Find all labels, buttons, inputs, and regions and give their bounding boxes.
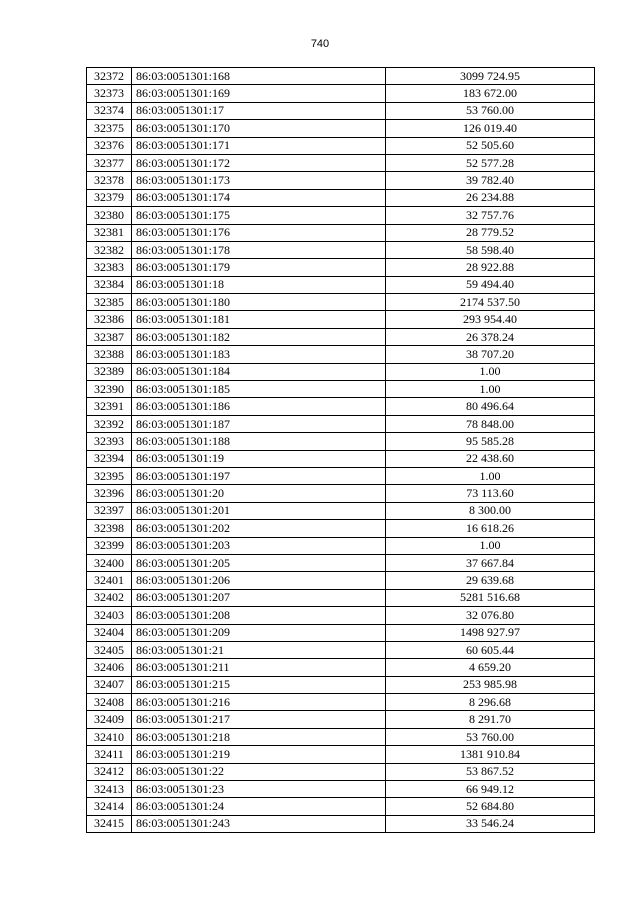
table-row [87, 68, 595, 85]
value-cell: 33 546.24 [386, 815, 595, 832]
cadastral-number-cell: 86:03:0051301:185 [132, 381, 386, 398]
cadastral-number-cell: 86:03:0051301:175 [132, 207, 386, 224]
cadastral-number-cell: 86:03:0051301:183 [132, 346, 386, 363]
cadastral-number-cell: 86:03:0051301:197 [132, 467, 386, 484]
cadastral-number-cell: 86:03:0051301:182 [132, 328, 386, 345]
table-row [87, 711, 595, 728]
cadastral-number-cell: 86:03:0051301:179 [132, 259, 386, 276]
cadastral-number-cell: 86:03:0051301:217 [132, 711, 386, 728]
value-cell: 1.00 [386, 467, 595, 484]
table-row [87, 554, 595, 571]
table-row [87, 259, 595, 276]
value-cell: 28 922.88 [386, 259, 595, 276]
cadastral-number-cell: 86:03:0051301:208 [132, 607, 386, 624]
cadastral-number-cell: 86:03:0051301:178 [132, 241, 386, 258]
table-row [87, 659, 595, 676]
cadastral-number-cell: 86:03:0051301:18 [132, 276, 386, 293]
table-row [87, 537, 595, 554]
table-row [87, 763, 595, 780]
row-number-cell: 32414 [87, 798, 132, 815]
cadastral-number-cell: 86:03:0051301:168 [132, 68, 386, 85]
cadastral-number-cell: 86:03:0051301:22 [132, 763, 386, 780]
row-number-cell: 32388 [87, 346, 132, 363]
table-row [87, 346, 595, 363]
row-number-cell: 32380 [87, 207, 132, 224]
value-cell: 126 019.40 [386, 120, 595, 137]
value-cell: 66 949.12 [386, 781, 595, 798]
row-number-cell: 32406 [87, 659, 132, 676]
table-row [87, 624, 595, 641]
value-cell: 37 667.84 [386, 554, 595, 571]
table-row [87, 276, 595, 293]
cadastral-number-cell: 86:03:0051301:17 [132, 102, 386, 119]
cadastral-number-cell: 86:03:0051301:218 [132, 728, 386, 745]
row-number-cell: 32410 [87, 728, 132, 745]
row-number-cell: 32382 [87, 241, 132, 258]
table-row [87, 781, 595, 798]
value-cell: 1.00 [386, 363, 595, 380]
value-cell: 183 672.00 [386, 85, 595, 102]
cadastral-number-cell: 86:03:0051301:211 [132, 659, 386, 676]
cadastral-number-cell: 86:03:0051301:23 [132, 781, 386, 798]
cadastral-number-cell: 86:03:0051301:174 [132, 189, 386, 206]
table-row [87, 694, 595, 711]
table-row [87, 294, 595, 311]
table-row [87, 746, 595, 763]
table-row [87, 467, 595, 484]
cadastral-number-cell: 86:03:0051301:186 [132, 398, 386, 415]
row-number-cell: 32415 [87, 815, 132, 832]
table-row [87, 520, 595, 537]
table-row [87, 502, 595, 519]
row-number-cell: 32373 [87, 85, 132, 102]
value-cell: 28 779.52 [386, 224, 595, 241]
row-number-cell: 32389 [87, 363, 132, 380]
table-row [87, 328, 595, 345]
cadastral-number-cell: 86:03:0051301:180 [132, 294, 386, 311]
row-number-cell: 32374 [87, 102, 132, 119]
table-row [87, 676, 595, 693]
value-cell: 38 707.20 [386, 346, 595, 363]
table-row [87, 137, 595, 154]
cadastral-number-cell: 86:03:0051301:170 [132, 120, 386, 137]
cadastral-number-cell: 86:03:0051301:184 [132, 363, 386, 380]
value-cell: 3099 724.95 [386, 68, 595, 85]
value-cell: 29 639.68 [386, 572, 595, 589]
value-cell: 32 076.80 [386, 607, 595, 624]
value-cell: 2174 537.50 [386, 294, 595, 311]
cadastral-number-cell: 86:03:0051301:20 [132, 485, 386, 502]
row-number-cell: 32381 [87, 224, 132, 241]
table-row [87, 363, 595, 380]
cadastral-number-cell: 86:03:0051301:19 [132, 450, 386, 467]
row-number-cell: 32378 [87, 172, 132, 189]
value-cell: 58 598.40 [386, 241, 595, 258]
value-cell: 8 300.00 [386, 502, 595, 519]
value-cell: 78 848.00 [386, 415, 595, 432]
value-cell: 26 378.24 [386, 328, 595, 345]
table-row [87, 207, 595, 224]
value-cell: 1.00 [386, 381, 595, 398]
row-number-cell: 32387 [87, 328, 132, 345]
table-row [87, 433, 595, 450]
row-number-cell: 32386 [87, 311, 132, 328]
value-cell: 26 234.88 [386, 189, 595, 206]
table-row [87, 728, 595, 745]
row-number-cell: 32408 [87, 694, 132, 711]
row-number-cell: 32407 [87, 676, 132, 693]
value-cell: 5281 516.68 [386, 589, 595, 606]
table-row [87, 102, 595, 119]
row-number-cell: 32399 [87, 537, 132, 554]
row-number-cell: 32393 [87, 433, 132, 450]
cadastral-number-cell: 86:03:0051301:209 [132, 624, 386, 641]
value-cell: 52 505.60 [386, 137, 595, 154]
row-number-cell: 32398 [87, 520, 132, 537]
cadastral-number-cell: 86:03:0051301:24 [132, 798, 386, 815]
table-row [87, 241, 595, 258]
value-cell: 53 867.52 [386, 763, 595, 780]
row-number-cell: 32403 [87, 607, 132, 624]
table-row [87, 120, 595, 137]
value-cell: 73 113.60 [386, 485, 595, 502]
cadastral-number-cell: 86:03:0051301:181 [132, 311, 386, 328]
value-cell: 60 605.44 [386, 641, 595, 658]
row-number-cell: 32391 [87, 398, 132, 415]
value-cell: 53 760.00 [386, 102, 595, 119]
value-cell: 1498 927.97 [386, 624, 595, 641]
table-row [87, 485, 595, 502]
table-row [87, 798, 595, 815]
table-row [87, 189, 595, 206]
cadastral-number-cell: 86:03:0051301:203 [132, 537, 386, 554]
row-number-cell: 32390 [87, 381, 132, 398]
row-number-cell: 32375 [87, 120, 132, 137]
cadastral-number-cell: 86:03:0051301:187 [132, 415, 386, 432]
table-row [87, 85, 595, 102]
cadastral-number-cell: 86:03:0051301:169 [132, 85, 386, 102]
value-cell: 59 494.40 [386, 276, 595, 293]
value-cell: 293 954.40 [386, 311, 595, 328]
cadastral-number-cell: 86:03:0051301:202 [132, 520, 386, 537]
row-number-cell: 32409 [87, 711, 132, 728]
value-cell: 4 659.20 [386, 659, 595, 676]
value-cell: 253 985.98 [386, 676, 595, 693]
table-row [87, 154, 595, 171]
cadastral-number-cell: 86:03:0051301:216 [132, 694, 386, 711]
value-cell: 52 684.80 [386, 798, 595, 815]
value-cell: 53 760.00 [386, 728, 595, 745]
cadastral-value-table [86, 67, 595, 833]
cadastral-number-cell: 86:03:0051301:172 [132, 154, 386, 171]
cadastral-number-cell: 86:03:0051301:219 [132, 746, 386, 763]
cadastral-number-cell: 86:03:0051301:171 [132, 137, 386, 154]
table-row [87, 398, 595, 415]
row-number-cell: 32395 [87, 467, 132, 484]
table-row [87, 607, 595, 624]
row-number-cell: 32400 [87, 554, 132, 571]
row-number-cell: 32385 [87, 294, 132, 311]
row-number-cell: 32383 [87, 259, 132, 276]
table-row [87, 589, 595, 606]
table-row [87, 415, 595, 432]
value-cell: 8 291.70 [386, 711, 595, 728]
row-number-cell: 32372 [87, 68, 132, 85]
cadastral-number-cell: 86:03:0051301:176 [132, 224, 386, 241]
cadastral-number-cell: 86:03:0051301:243 [132, 815, 386, 832]
cadastral-number-cell: 86:03:0051301:188 [132, 433, 386, 450]
table-row [87, 641, 595, 658]
table-row [87, 224, 595, 241]
cadastral-number-cell: 86:03:0051301:201 [132, 502, 386, 519]
cadastral-number-cell: 86:03:0051301:21 [132, 641, 386, 658]
row-number-cell: 32397 [87, 502, 132, 519]
row-number-cell: 32413 [87, 781, 132, 798]
row-number-cell: 32377 [87, 154, 132, 171]
table-row [87, 815, 595, 832]
value-cell: 22 438.60 [386, 450, 595, 467]
table-row [87, 572, 595, 589]
cadastral-number-cell: 86:03:0051301:207 [132, 589, 386, 606]
table-row [87, 381, 595, 398]
value-cell: 1381 910.84 [386, 746, 595, 763]
cadastral-number-cell: 86:03:0051301:205 [132, 554, 386, 571]
row-number-cell: 32392 [87, 415, 132, 432]
row-number-cell: 32396 [87, 485, 132, 502]
row-number-cell: 32411 [87, 746, 132, 763]
value-cell: 32 757.76 [386, 207, 595, 224]
row-number-cell: 32394 [87, 450, 132, 467]
value-cell: 80 496.64 [386, 398, 595, 415]
row-number-cell: 32402 [87, 589, 132, 606]
cadastral-number-cell: 86:03:0051301:206 [132, 572, 386, 589]
value-cell: 1.00 [386, 537, 595, 554]
row-number-cell: 32405 [87, 641, 132, 658]
row-number-cell: 32412 [87, 763, 132, 780]
row-number-cell: 32404 [87, 624, 132, 641]
value-cell: 95 585.28 [386, 433, 595, 450]
table-row [87, 450, 595, 467]
page-number: 740 [310, 38, 330, 50]
cadastral-number-cell: 86:03:0051301:173 [132, 172, 386, 189]
value-cell: 52 577.28 [386, 154, 595, 171]
row-number-cell: 32379 [87, 189, 132, 206]
value-cell: 16 618.26 [386, 520, 595, 537]
row-number-cell: 32401 [87, 572, 132, 589]
value-cell: 39 782.40 [386, 172, 595, 189]
table-row [87, 172, 595, 189]
value-cell: 8 296.68 [386, 694, 595, 711]
cadastral-number-cell: 86:03:0051301:215 [132, 676, 386, 693]
row-number-cell: 32384 [87, 276, 132, 293]
row-number-cell: 32376 [87, 137, 132, 154]
table-row [87, 311, 595, 328]
table-body [87, 68, 595, 833]
